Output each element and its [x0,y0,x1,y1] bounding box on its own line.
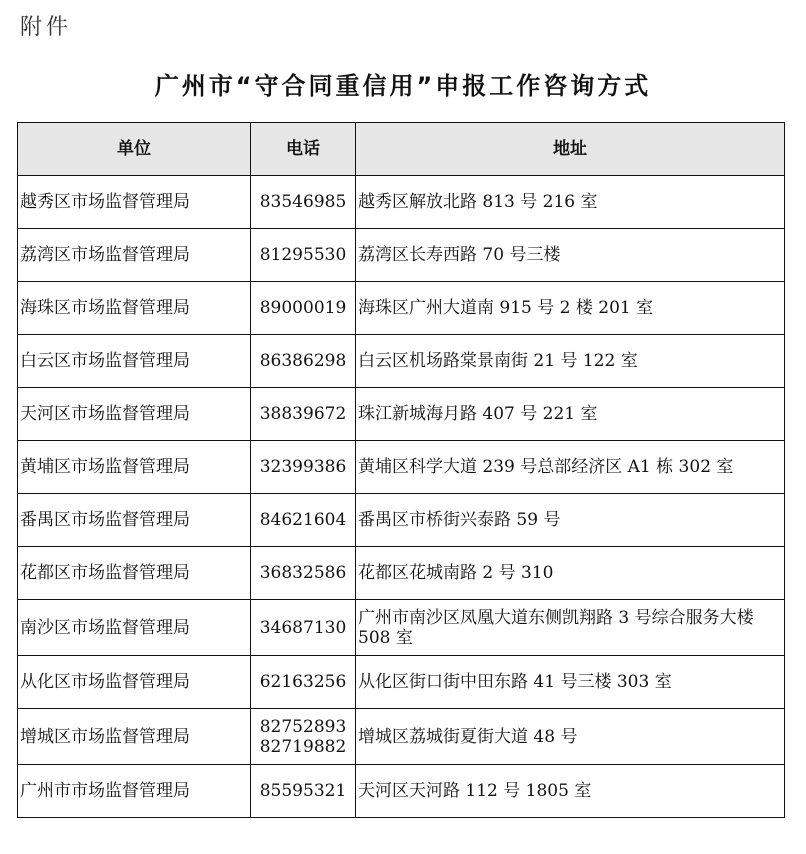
cell-unit: 白云区市场监督管理局 [18,335,251,388]
cell-address: 花都区花城南路 2 号 310 [356,547,785,600]
cell-unit: 天河区市场监督管理局 [18,388,251,441]
phone-number: 81295530 [259,245,347,265]
cell-phone [251,765,356,818]
phone-number: 82752893 [259,716,347,737]
cell-address: 番禺区市桥街兴泰路 59 号 [356,494,785,547]
cell-address: 珠江新城海月路 407 号 221 室 [356,388,785,441]
cell-address: 越秀区解放北路 813 号 216 室 [356,176,785,229]
table-row [18,765,785,818]
table-row [18,494,785,547]
cell-address: 白云区机场路棠景南街 21 号 122 室 [356,335,785,388]
table-row [18,335,785,388]
cell-address: 从化区街口街中田东路 41 号三楼 303 室 [356,656,785,709]
cell-address: 黄埔区科学大道 239 号总部经济区 A1 栋 302 室 [356,441,785,494]
cell-address: 增城区荔城街夏街大道 48 号 [356,709,785,765]
cell-phone [251,600,356,656]
table-row [18,176,785,229]
cell-phone [251,229,356,282]
cell-unit: 从化区市场监督管理局 [18,656,251,709]
cell-phone [251,282,356,335]
document-title: 广州市“守合同重信用”申报工作咨询方式 [154,72,652,100]
cell-phone [251,656,356,709]
phone-number: 36832586 [259,563,347,583]
cell-phone [251,388,356,441]
table-row [18,600,785,656]
cell-unit: 增城区市场监督管理局 [18,709,251,765]
cell-unit: 广州市市场监督管理局 [18,765,251,818]
table-row [18,709,785,765]
cell-address: 天河区天河路 112 号 1805 室 [356,765,785,818]
table-body [18,176,785,818]
table-header-row [18,123,785,176]
attachment-label: 附件 [20,15,73,40]
header-phone: 电话 [251,123,356,176]
phone-number: 62163256 [259,672,347,692]
cell-phone [251,335,356,388]
table-row [18,656,785,709]
cell-phone [251,709,356,765]
table-row [18,388,785,441]
cell-unit: 海珠区市场监督管理局 [18,282,251,335]
table-row [18,547,785,600]
table-row [18,229,785,282]
phone-number: 34687130 [259,617,347,638]
cell-unit: 番禺区市场监督管理局 [18,494,251,547]
phone-number: 86386298 [259,351,347,371]
phone-number: 83546985 [259,192,347,212]
cell-unit: 花都区市场监督管理局 [18,547,251,600]
cell-unit: 南沙区市场监督管理局 [18,600,251,656]
cell-phone [251,494,356,547]
cell-phone [251,176,356,229]
cell-unit: 黄埔区市场监督管理局 [18,441,251,494]
cell-address: 广州市南沙区凤凰大道东侧凯翔路 3 号综合服务大楼 508 室 [356,600,785,656]
phone-number: 82719882 [259,736,347,757]
cell-address: 荔湾区长寿西路 70 号三楼 [356,229,785,282]
cell-address: 海珠区广州大道南 915 号 2 楼 201 室 [356,282,785,335]
phone-number: 84621604 [259,510,347,530]
phone-number: 89000019 [259,298,347,318]
cell-phone [251,441,356,494]
header-unit: 单位 [18,123,251,176]
cell-unit: 荔湾区市场监督管理局 [18,229,251,282]
phone-number: 85595321 [259,781,347,801]
cell-phone [251,547,356,600]
phone-number: 32399386 [259,457,347,477]
header-address: 地址 [356,123,785,176]
cell-unit: 越秀区市场监督管理局 [18,176,251,229]
phone-number: 38839672 [259,404,347,424]
table-row [18,282,785,335]
contact-table [17,122,785,818]
table-row [18,441,785,494]
